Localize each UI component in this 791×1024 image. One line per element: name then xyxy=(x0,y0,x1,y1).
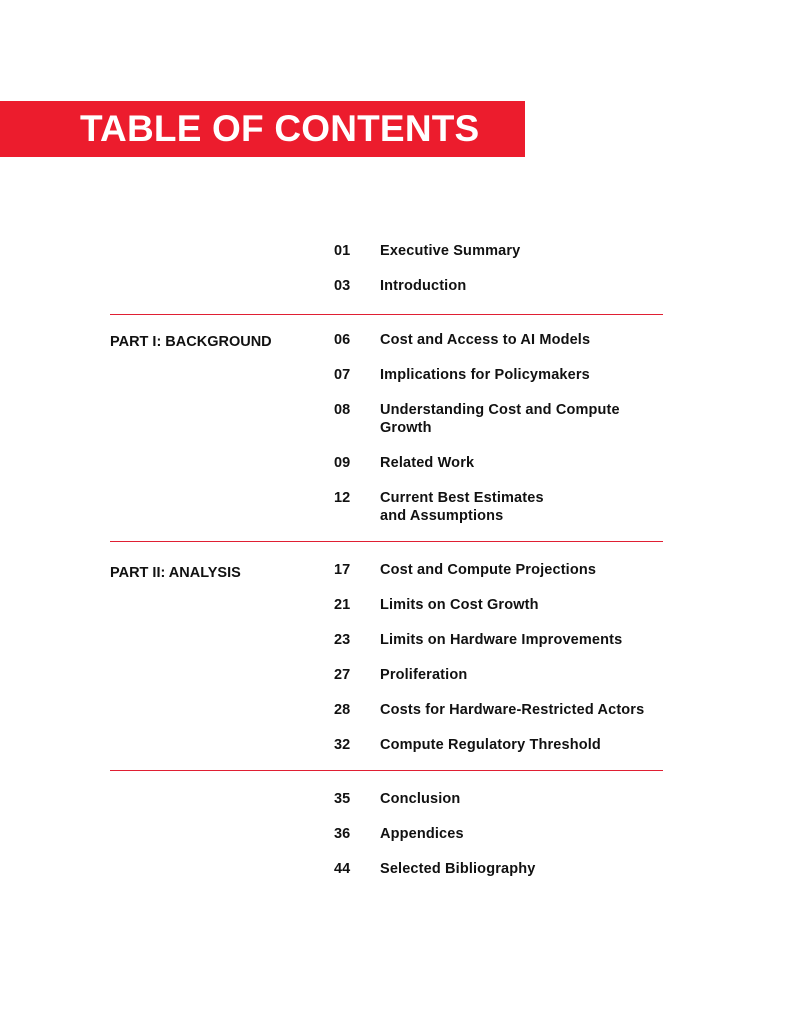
toc-page-number: 44 xyxy=(334,861,351,877)
toc-entry-title: Conclusion xyxy=(380,791,461,807)
section-divider xyxy=(110,770,663,771)
toc-page-number: 28 xyxy=(334,702,351,718)
toc-page-number: 21 xyxy=(334,597,351,613)
toc-page-number: 07 xyxy=(334,367,351,383)
toc-entry-title: Introduction xyxy=(380,278,467,294)
section-label-part-1: PART I: BACKGROUND xyxy=(110,334,272,350)
toc-entry-title: Cost and Access to AI Models xyxy=(380,332,591,348)
toc-entry-title: Compute Regulatory Threshold xyxy=(380,737,601,753)
toc-entry-title: Implications for Policymakers xyxy=(380,367,590,383)
toc-entry-title: Appendices xyxy=(380,826,464,842)
toc-entry-title: Proliferation xyxy=(380,667,468,683)
toc-entry-title: Cost and Compute Projections xyxy=(380,562,597,578)
section-label-part-2: PART II: ANALYSIS xyxy=(110,565,241,581)
toc-page-number: 06 xyxy=(334,332,351,348)
toc-entry-title: Costs for Hardware-Restricted Actors xyxy=(380,702,645,718)
toc-page-number: 36 xyxy=(334,826,351,842)
toc-page-number: 03 xyxy=(334,278,351,294)
toc-page-number: 12 xyxy=(334,490,351,506)
toc-page-number: 09 xyxy=(334,455,351,471)
toc-entry-title: Related Work xyxy=(380,455,475,471)
toc-page-number: 32 xyxy=(334,737,351,753)
section-divider xyxy=(110,541,663,542)
toc-entry-title: Understanding Cost and Compute Growth xyxy=(380,402,620,436)
toc-entry-title: Limits on Cost Growth xyxy=(380,597,539,613)
toc-entry-title: Selected Bibliography xyxy=(380,861,536,877)
toc-page-number: 35 xyxy=(334,791,351,807)
toc-page-number: 08 xyxy=(334,402,351,418)
page-title: TABLE OF CONTENTS xyxy=(80,108,480,149)
toc-entry-title: Executive Summary xyxy=(380,243,521,259)
toc-page-number: 27 xyxy=(334,667,351,683)
section-divider xyxy=(110,314,663,315)
toc-page-number: 17 xyxy=(334,562,351,578)
toc-entry-title: Limits on Hardware Improvements xyxy=(380,632,623,648)
toc-page-number: 01 xyxy=(334,243,351,259)
toc-page-number: 23 xyxy=(334,632,351,648)
toc-entry-title: Current Best Estimates and Assumptions xyxy=(380,490,544,524)
